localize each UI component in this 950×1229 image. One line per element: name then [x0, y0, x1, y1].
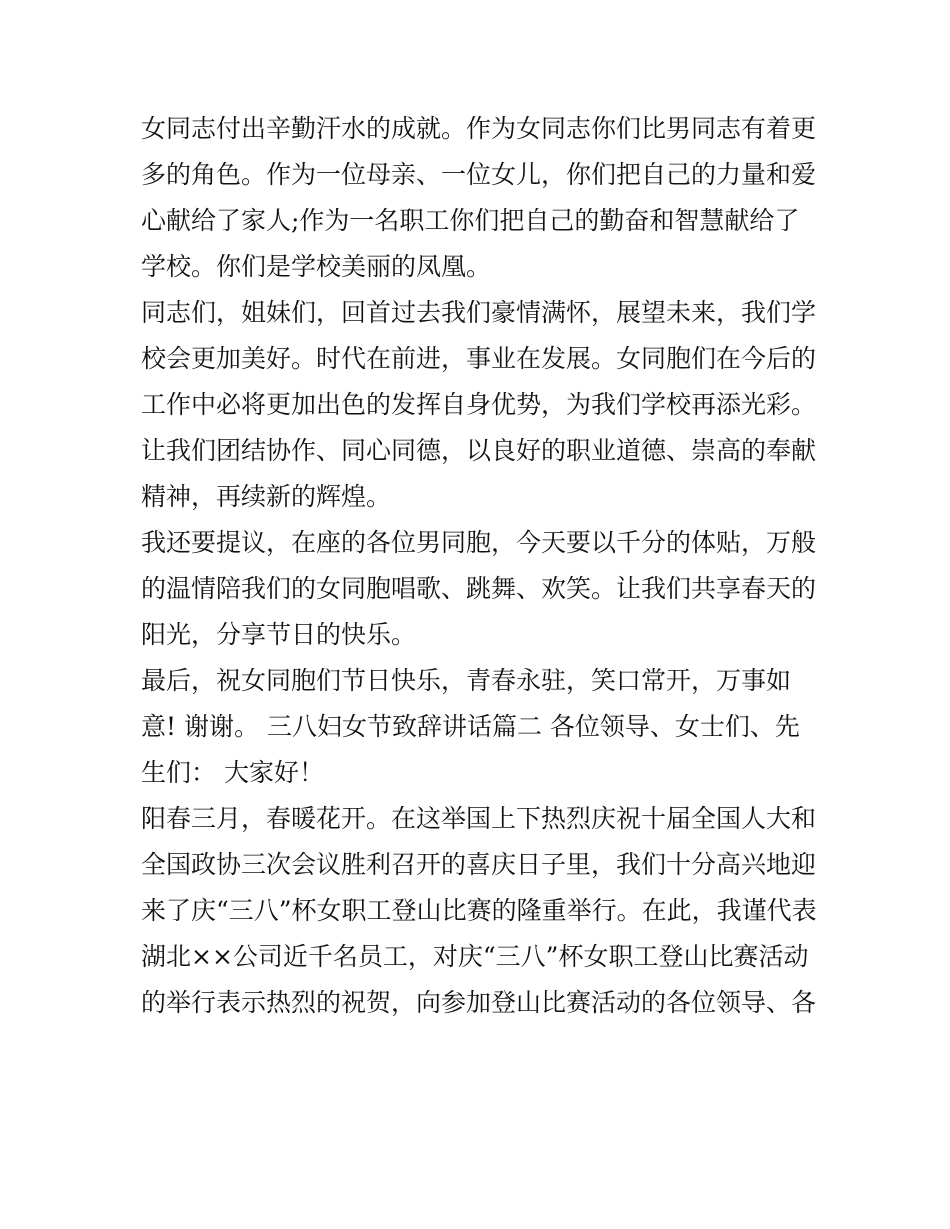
text-line: 学校。你们是学校美丽的凤凰。 [141, 252, 492, 281]
text-line: 最后，祝女同胞们节日快乐，青春永驻，笑口常开，万事如 [141, 666, 792, 695]
text-line: 的温情陪我们的女同胞唱歌、跳舞、欢笑。让我们共享春天的 [141, 574, 817, 603]
text-line: 工作中必将更加出色的发挥自身优势，为我们学校再添光彩。 [141, 390, 817, 419]
text-line: 阳春三月，春暖花开。在这举国上下热烈庆祝十届全国人大和 [141, 804, 817, 833]
text-line: 全国政协三次会议胜利召开的喜庆日子里，我们十分高兴地迎 [141, 850, 817, 879]
body-text [141, 106, 821, 1026]
text-line: 湖北××公司近千名员工，对庆“三八”杯女职工登山比赛活动 [141, 942, 809, 971]
text-line: 校会更加美好。时代在前进，事业在发展。女同胞们在今后的 [141, 344, 817, 373]
text-line: 心献给了家人;作为一名职工你们把自己的勤奋和智慧献给了 [141, 206, 800, 235]
text-line: 意! 谢谢。 三八妇女节致辞讲话篇二 各位领导、女士们、先 [141, 712, 800, 741]
text-line: 来了庆“三八”杯女职工登山比赛的隆重举行。在此，我谨代表 [141, 896, 817, 925]
text-line: 同志们，姐妹们，回首过去我们豪情满怀，展望未来，我们学 [141, 298, 817, 327]
text-line: 生们： 大家好！ [141, 758, 324, 787]
text-line: 女同志付出辛勤汗水的成就。作为女同志你们比男同志有着更 [141, 114, 817, 143]
text-line: 让我们团结协作、同心同德，以良好的职业道德、崇高的奉献 [141, 436, 817, 465]
text-line: 精神，再续新的辉煌。 [141, 482, 392, 511]
text-line: 阳光，分享节日的快乐。 [141, 620, 417, 649]
text-line: 我还要提议，在座的各位男同胞，今天要以千分的体贴，万般 [141, 528, 817, 557]
text-line: 的举行表示热烈的祝贺，向参加登山比赛活动的各位领导、各 [141, 988, 817, 1017]
text-line: 多的角色。作为一位母亲、一位女儿，你们把自己的力量和爱 [141, 160, 817, 189]
